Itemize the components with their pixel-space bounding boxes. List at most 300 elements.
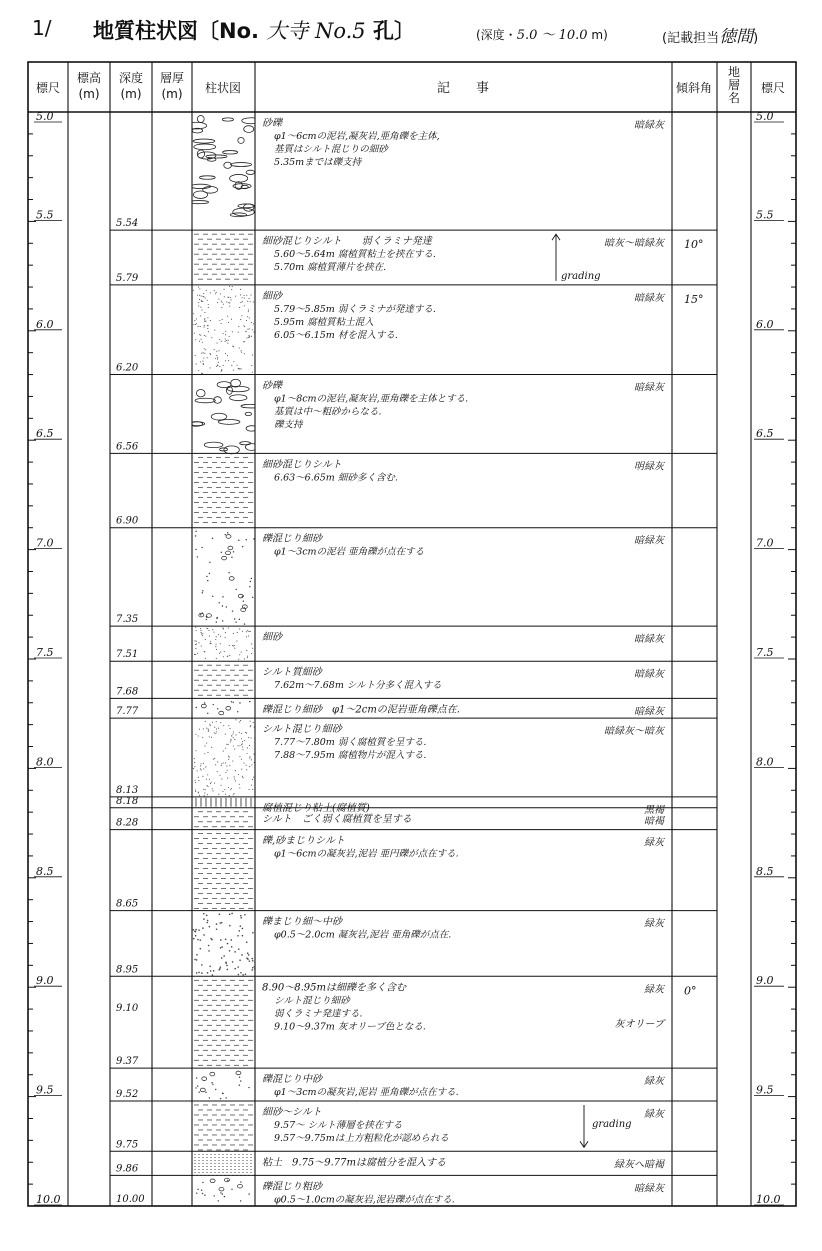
pattern-mark [232, 286, 233, 287]
pattern-mark [210, 353, 211, 354]
pattern-mark [230, 789, 231, 790]
pattern-mark [198, 735, 199, 736]
layer-color: 暗灰～暗緑灰 [604, 238, 664, 250]
pattern-mark [196, 630, 197, 631]
pattern-mark [195, 791, 196, 792]
pattern-mark [228, 572, 229, 573]
pattern-mark [205, 639, 206, 640]
pattern-mark [243, 600, 244, 601]
pattern-mark [252, 354, 253, 355]
pattern-mark [224, 162, 232, 168]
pattern-mark [239, 702, 240, 703]
pattern-mark [231, 163, 252, 167]
pattern-mark [201, 763, 202, 764]
column-pattern [193, 913, 256, 976]
pattern-mark [220, 643, 221, 644]
hole-name: 大寺 No.5 [266, 19, 366, 43]
pattern-mark [249, 745, 250, 746]
pattern-mark [221, 341, 222, 342]
pattern-mark [229, 306, 230, 307]
pattern-mark [211, 782, 212, 783]
layer-description: φ0.5～2.0cm 凝灰岩,泥岩 亜角礫が点在. [274, 929, 452, 941]
pattern-mark [219, 922, 221, 924]
pattern-mark [229, 645, 230, 646]
pattern-mark [233, 794, 234, 795]
pattern-mark [202, 301, 203, 302]
pattern-mark [209, 562, 210, 563]
column-header: 標尺 [760, 81, 786, 95]
layer-description: 5.79～5.85m 弱くラミナが発達する. [274, 303, 436, 315]
layer-description: 礫混じり中砂 [262, 1074, 322, 1086]
pattern-mark [194, 333, 195, 334]
pattern-mark [217, 708, 218, 709]
pattern-mark [199, 288, 200, 289]
pattern-mark [227, 770, 228, 771]
pattern-mark [231, 701, 232, 702]
pattern-mark [246, 170, 254, 174]
pattern-mark [217, 617, 218, 618]
pattern-mark [235, 770, 236, 771]
pattern-mark [239, 756, 240, 757]
pattern-mark [210, 970, 212, 972]
pattern-mark [204, 651, 205, 652]
pattern-mark [200, 307, 201, 308]
scale-label-left: 9.5 [36, 1083, 54, 1097]
pattern-mark [206, 915, 208, 917]
pattern-mark [249, 758, 250, 759]
pattern-mark [242, 631, 243, 632]
pattern-mark [249, 766, 250, 767]
pattern-mark [244, 305, 245, 306]
pattern-mark [200, 1088, 205, 1092]
pattern-mark [200, 628, 201, 629]
scale-label-left: 5.0 [36, 110, 54, 123]
pattern-mark [217, 357, 218, 358]
pattern-mark [247, 656, 248, 657]
pattern-mark [207, 786, 208, 787]
layer-depth: 9.52 [116, 1088, 139, 1100]
pattern-mark [216, 721, 217, 722]
pattern-mark [229, 728, 230, 729]
pattern-mark [242, 747, 243, 748]
pattern-mark [195, 531, 196, 532]
pattern-mark [240, 1200, 241, 1201]
layer-depth: 8.13 [116, 784, 139, 796]
pattern-mark [222, 596, 223, 597]
pattern-mark [194, 959, 196, 961]
pattern-mark [196, 318, 197, 319]
pattern-mark [241, 738, 242, 739]
pattern-mark [209, 736, 210, 737]
pattern-mark [251, 737, 252, 738]
pattern-mark [225, 734, 226, 735]
pattern-mark [253, 538, 254, 539]
scale-label-right: 6.0 [756, 317, 774, 331]
pattern-mark [216, 366, 217, 367]
pattern-mark [244, 623, 245, 624]
pattern-mark [229, 655, 230, 656]
pattern-mark [228, 756, 229, 757]
pattern-mark [216, 351, 217, 352]
pattern-mark [205, 321, 206, 322]
scale-label-left: 7.5 [36, 646, 54, 659]
pattern-mark [224, 446, 239, 454]
pattern-mark [230, 741, 231, 742]
column-pattern [196, 701, 251, 715]
pattern-mark [220, 652, 221, 653]
pattern-mark [195, 734, 196, 735]
layer-description: 砂礫 [262, 118, 282, 129]
pattern-mark [220, 785, 221, 786]
pattern-mark [242, 743, 243, 744]
pattern-mark [195, 648, 196, 649]
pattern-mark [231, 788, 232, 789]
pattern-mark [252, 597, 253, 598]
layer-color: 緑灰 [644, 918, 664, 930]
layer-color: 暗緑灰 [634, 120, 664, 131]
scale-label-right: 6.5 [756, 427, 774, 441]
pattern-mark [222, 605, 223, 606]
pattern-mark [210, 292, 211, 293]
pattern-mark [214, 758, 215, 759]
pattern-mark [204, 335, 205, 336]
pattern-mark [249, 756, 250, 757]
pattern-mark [207, 752, 208, 753]
pattern-mark [208, 729, 209, 730]
pattern-mark [249, 960, 251, 962]
scale-label-right: 10.0 [756, 1193, 781, 1206]
pattern-mark [204, 792, 205, 793]
pattern-mark [208, 307, 209, 308]
pattern-mark [193, 191, 207, 198]
pattern-mark [225, 331, 226, 332]
pattern-mark [201, 1190, 202, 1191]
pattern-mark [226, 965, 228, 967]
pattern-mark [198, 777, 199, 778]
pattern-mark [222, 556, 227, 560]
pattern-mark [198, 780, 199, 781]
pattern-mark [242, 749, 243, 750]
layer-description: 粘土 9.75～9.77mは腐植分を混入する [262, 1157, 447, 1169]
pattern-mark [247, 753, 248, 754]
pattern-mark [198, 1091, 199, 1092]
pattern-mark [215, 639, 216, 640]
pattern-mark [197, 770, 198, 771]
pattern-mark [247, 630, 248, 631]
pattern-mark [235, 296, 236, 297]
pattern-mark [251, 336, 252, 337]
scale-label-right: 9.0 [756, 974, 774, 988]
pattern-mark [219, 711, 224, 715]
pattern-mark [248, 954, 250, 956]
pattern-mark [235, 780, 236, 781]
pattern-mark [237, 365, 238, 366]
pattern-mark [243, 763, 244, 764]
column-header: 柱状図 [204, 81, 242, 95]
pattern-mark [234, 776, 235, 777]
pattern-mark [243, 341, 244, 342]
pattern-mark [211, 747, 212, 748]
pattern-mark [215, 358, 216, 359]
pattern-mark [242, 301, 243, 302]
pattern-mark [205, 336, 206, 337]
pattern-mark [232, 761, 233, 762]
pattern-mark [239, 1085, 240, 1086]
pattern-mark [246, 426, 257, 431]
pattern-mark [211, 737, 212, 738]
pattern-mark [201, 972, 203, 974]
pattern-mark [198, 305, 199, 306]
pattern-mark [203, 763, 204, 764]
pattern-mark [252, 932, 254, 934]
pattern-mark [225, 938, 227, 940]
pattern-mark [244, 914, 246, 916]
layer-description: 9.57～ シルト薄層を挟在する [274, 1119, 403, 1131]
pattern-mark [226, 301, 227, 302]
pattern-mark [196, 1192, 197, 1193]
pattern-mark [232, 645, 233, 646]
pattern-mark [217, 359, 218, 360]
pattern-mark [203, 728, 204, 729]
pattern-mark [217, 771, 218, 772]
scale-label-right: 5.0 [756, 110, 774, 123]
column-header: 層 [727, 78, 741, 92]
pattern-mark [208, 331, 209, 332]
layer-color: 緑灰 [644, 984, 664, 996]
pattern-mark [231, 946, 233, 948]
pattern-mark [223, 365, 224, 366]
pattern-mark [195, 929, 197, 931]
pattern-mark [195, 398, 215, 403]
pattern-mark [239, 1077, 240, 1078]
column-pattern [194, 1105, 253, 1150]
layer-depth: 8.18 [116, 795, 139, 807]
pattern-mark [229, 950, 231, 952]
pattern-mark [226, 535, 231, 539]
layer-description: 細砂 [262, 290, 282, 302]
layer-description: φ1～3cmの凝灰岩,泥岩 亜角礫が点在する. [274, 1087, 459, 1099]
pattern-mark [202, 1077, 207, 1081]
pattern-mark [221, 946, 223, 948]
pattern-mark [251, 643, 252, 644]
pattern-mark [203, 913, 205, 915]
pattern-mark [209, 1097, 210, 1098]
pattern-mark [223, 289, 224, 290]
pattern-mark [196, 1077, 197, 1078]
pattern-mark [198, 972, 200, 974]
pattern-mark [214, 290, 215, 291]
pattern-mark [229, 914, 231, 916]
pattern-mark [195, 782, 196, 783]
pattern-mark [250, 301, 251, 302]
pattern-mark [240, 972, 242, 974]
pattern-mark [227, 969, 229, 971]
layer-description: 5.95m 腐植質粘土混入 [274, 316, 374, 328]
pattern-mark [204, 318, 205, 319]
pattern-mark [195, 355, 196, 356]
pattern-mark [246, 957, 248, 959]
column-pattern [194, 812, 253, 827]
scale-label-left: 9.0 [36, 974, 54, 988]
layer-description: 7.88～7.95m 腐植物片が混入する. [274, 750, 427, 762]
pattern-mark [235, 719, 236, 720]
pattern-mark [216, 292, 217, 293]
pattern-mark [218, 362, 219, 363]
layer-description: 基質は中～粗砂からなる. [274, 406, 382, 418]
pattern-mark [220, 1098, 221, 1099]
pattern-mark [231, 1189, 232, 1190]
pattern-mark [242, 741, 243, 742]
pattern-mark [227, 656, 228, 657]
scale-label-right: 9.5 [756, 1083, 774, 1097]
pattern-mark [197, 326, 198, 327]
pattern-mark [242, 935, 244, 937]
pattern-mark [210, 783, 211, 784]
pattern-mark [224, 296, 225, 297]
pattern-mark [241, 733, 242, 734]
layer-color: 暗褐 [644, 815, 664, 827]
column-pattern [196, 798, 251, 807]
pattern-mark [240, 720, 241, 721]
pattern-mark [216, 923, 218, 925]
layer-color: 暗緑灰 [634, 1183, 664, 1195]
pattern-mark [246, 631, 247, 632]
pattern-mark [202, 737, 203, 738]
pattern-mark [228, 759, 229, 760]
layer-description: φ1～3cmの泥岩 亜角礫が点在する [274, 546, 425, 558]
depth-label: (深度・ [476, 28, 517, 42]
layer-description: 細砂 [262, 632, 282, 644]
pattern-mark [213, 1195, 214, 1196]
pattern-mark [247, 337, 248, 338]
pattern-mark [204, 353, 205, 354]
pattern-mark [207, 785, 208, 786]
pattern-mark [218, 419, 240, 424]
pattern-mark [237, 711, 238, 712]
column-header: 標高 [76, 71, 102, 85]
pattern-mark [225, 339, 226, 340]
pattern-mark [231, 319, 232, 320]
pattern-mark [236, 640, 237, 641]
pattern-mark [211, 1082, 212, 1083]
dip-angle: 15° [684, 292, 704, 306]
pattern-mark [250, 725, 251, 726]
pattern-mark [197, 653, 198, 654]
pattern-mark [200, 315, 201, 316]
pattern-mark [203, 363, 204, 364]
pattern-mark [210, 320, 211, 321]
pattern-mark [212, 974, 214, 976]
pattern-mark [225, 962, 227, 964]
pattern-mark [195, 324, 196, 325]
layer-color: 黒褐 [644, 804, 664, 816]
pattern-mark [223, 333, 224, 334]
column-pattern [194, 834, 253, 909]
pattern-mark [202, 342, 203, 343]
pattern-mark [232, 733, 233, 734]
pattern-mark [250, 295, 251, 296]
pattern-mark [254, 753, 255, 754]
pattern-mark [248, 635, 249, 636]
page-number: 1/ [32, 16, 52, 40]
pattern-mark [207, 920, 209, 922]
pattern-mark [207, 317, 208, 318]
pattern-mark [202, 927, 204, 929]
pattern-mark [228, 546, 233, 550]
pattern-mark [233, 745, 234, 746]
pattern-mark [198, 286, 199, 287]
column-pattern [196, 1178, 250, 1201]
pattern-mark [202, 590, 203, 591]
pattern-mark [235, 589, 236, 590]
pattern-mark [237, 935, 239, 937]
pattern-mark [196, 389, 205, 396]
pattern-mark [200, 765, 201, 766]
pattern-mark [240, 442, 251, 445]
column-pattern [187, 115, 261, 216]
pattern-mark [233, 793, 234, 794]
pattern-mark [223, 725, 224, 726]
pattern-mark [205, 789, 206, 790]
scale-label-left: 10.0 [36, 1193, 61, 1206]
pattern-mark [239, 368, 240, 369]
pattern-mark [202, 633, 203, 634]
pattern-mark [205, 349, 206, 350]
column-header: (m) [120, 87, 142, 101]
layer-description: シルト質細砂 [262, 667, 322, 679]
pattern-mark [242, 776, 243, 777]
pattern-mark [239, 628, 240, 629]
pattern-mark [203, 789, 204, 790]
pattern-mark [210, 1072, 215, 1076]
pattern-mark [215, 293, 216, 294]
pattern-mark [230, 739, 231, 740]
scale-label-left: 7.0 [36, 536, 54, 550]
layer-depth: 7.35 [116, 614, 139, 626]
pattern-mark [200, 768, 201, 769]
column-header: (m) [78, 87, 100, 101]
pattern-mark [230, 740, 231, 741]
pattern-mark [202, 361, 203, 362]
pattern-mark [254, 762, 255, 763]
pattern-mark [239, 654, 240, 655]
layer-description: 9.10～9.37m 灰オリーブ色となる. [274, 1021, 426, 1033]
pattern-mark [199, 948, 201, 950]
pattern-mark [220, 722, 221, 723]
pattern-mark [214, 783, 215, 784]
layer-description: 基質はシルト混じりの細砂 [274, 144, 388, 155]
pattern-mark [226, 766, 227, 767]
layer-depth: 7.51 [116, 649, 139, 661]
pattern-mark [210, 643, 211, 644]
pattern-mark [220, 939, 222, 941]
layer-description: 7.62m～7.68m シルト分多く混入する [274, 680, 442, 692]
pattern-mark [200, 361, 201, 362]
pattern-mark [201, 964, 203, 966]
pattern-mark [198, 929, 200, 931]
pattern-mark [219, 602, 220, 603]
pattern-mark [207, 580, 208, 581]
pattern-mark [243, 295, 244, 296]
pattern-mark [199, 295, 200, 296]
pattern-mark [241, 954, 243, 956]
column-pattern [194, 980, 253, 1065]
pattern-mark [205, 658, 206, 659]
pattern-mark [194, 144, 216, 150]
pattern-mark [227, 532, 228, 533]
layer-color: 明緑灰 [634, 461, 664, 473]
pattern-mark [233, 737, 234, 738]
